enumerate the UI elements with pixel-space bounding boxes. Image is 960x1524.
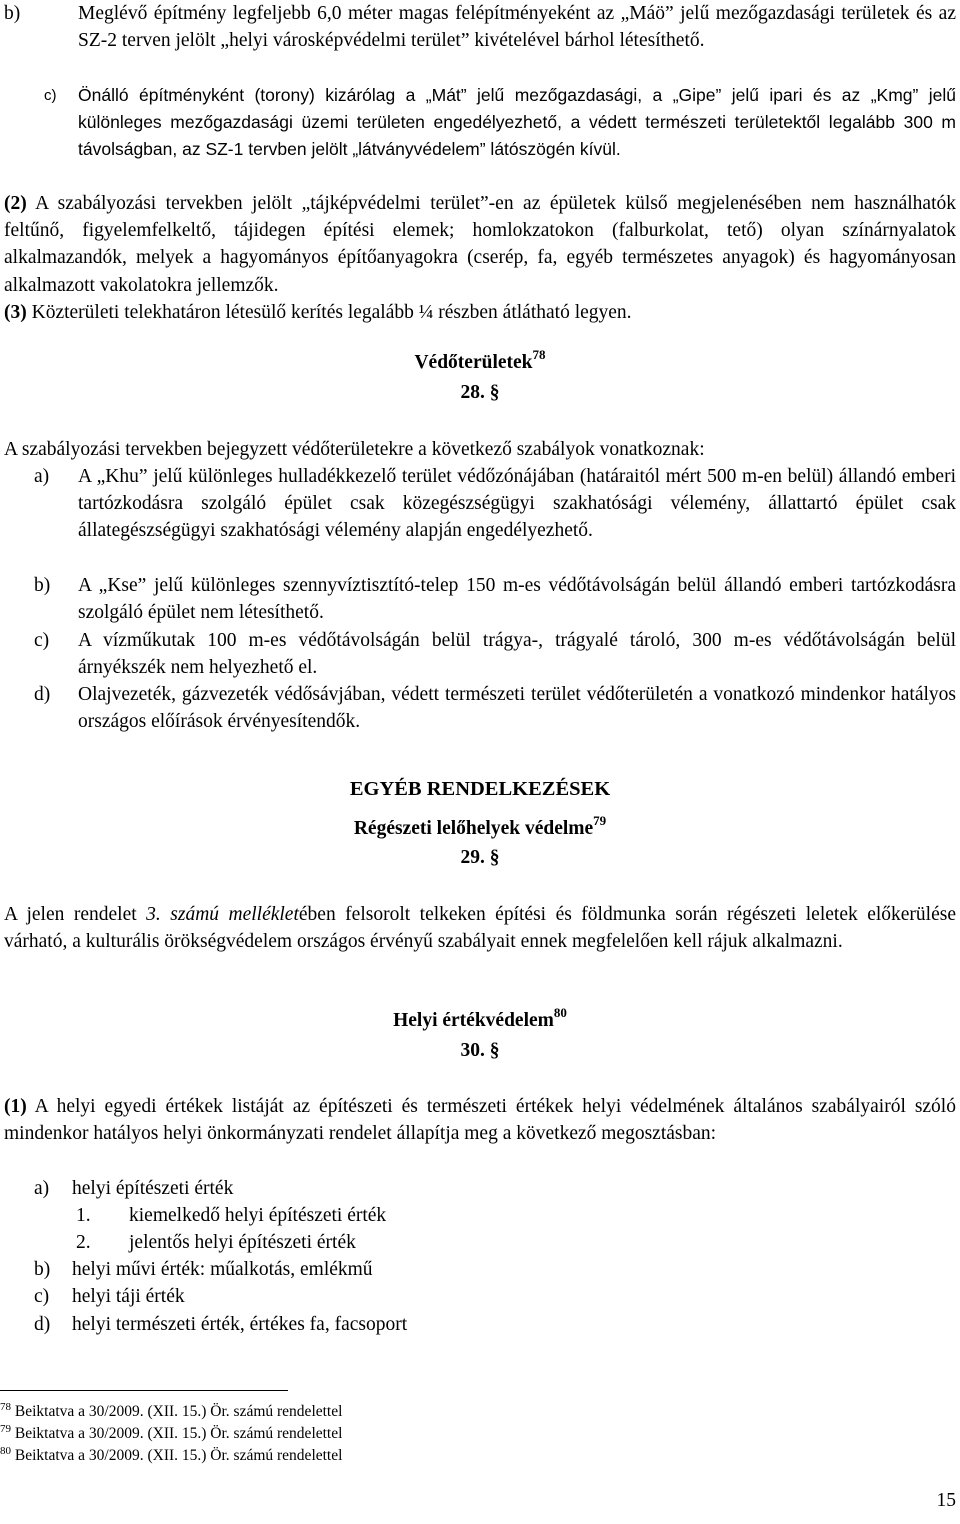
list-item-b [4,0,956,54]
item-text: helyi művi érték: műalkotás, emlékmű [72,1259,373,1280]
item-label: a) [34,466,50,487]
item-text: A vízműkutak 100 m-es védőtávolságán belül trágya-, trágyalé tároló, 300 m-es védőtávolságán belül árnyékszék nem helyezhető el. [78,630,956,679]
section-title-regeszeti [0,813,960,840]
paragraph-number: (3) [4,302,27,323]
footnote-78 [0,1402,342,1422]
item-label: d) [34,684,51,705]
section-number-30: 30. § [460,1040,500,1061]
helyi-list-c [34,1283,185,1310]
paragraph-number: (1) [4,1096,27,1117]
item-text: Meglévő építmény legfeljebb 6,0 méter magas felépítményeként az „Máö” jelű mezőgazdasági területek és az SZ-2 terven jelölt „helyi városképvédelmi terület” kivételével bárhol létesíthető. [78,3,956,52]
item-label: a) [34,1178,50,1199]
item-text: A „Kse” jelű különleges szennyvíztisztító-telep 150 m-es védőtávolságán belül állandó emberi tartózkodásra szolgáló épület nem létesíthető. [78,575,956,624]
section-title-vedoteruletek [0,347,960,374]
item-text: helyi építészeti érték [72,1178,234,1199]
item-text: helyi természeti érték, értékes fa, facsoport [72,1314,408,1335]
item-text: Olajvezeték, gázvezeték védősávjában, védett természeti terület védőterületén a vonatkozó mindenkor hatályos országos előírások érvényesítendők. [78,684,956,733]
annex-reference: 3. számú melléklet [146,904,299,925]
item-text: helyi táji érték [72,1286,185,1307]
footnote-80 [0,1446,342,1466]
footnote-ref: 79 [593,813,607,828]
paragraph-number: (2) [4,193,27,214]
helyi-list-a [34,1175,234,1202]
item-label: c) [34,630,50,651]
regeszeti-paragraph [4,901,956,955]
paragraph-3 [4,299,956,326]
page-number: 15 [936,1490,956,1511]
vedo-item-c [4,627,956,681]
text-pre: A jelen rendelet [4,904,147,925]
helyi-paragraph-1 [4,1093,956,1147]
list-item-c [4,82,956,164]
helyi-list-2 [76,1229,356,1256]
vedo-item-a [4,463,956,545]
helyi-list-b [34,1256,373,1283]
footnote-ref: 80 [553,1005,567,1020]
item-label: 2. [76,1232,91,1253]
section-number-28: 28. § [460,382,500,403]
helyi-list-1 [76,1202,387,1229]
heading-egyeb-rendelkezesek: EGYÉB RENDELKEZÉSEK [349,778,611,800]
item-label: b) [4,3,21,24]
section-title-text: Régészeti lelőhelyek védelme [353,818,594,839]
footnote-79 [0,1424,342,1444]
section-title-text: Védőterületek [414,352,533,373]
item-text: Önálló építményként (torony) kizárólag a „Mát” jelű mezőgazdasági, a „Gipe” jelű ipari és az „Kmg” jelű különleges mezőgazdasági üzemi területen engedélyezhető, a védett természeti területektől legalább 300 m távolságban, az SZ-1 tervben jelölt „látványvédelem” látószögén kívül. [78,85,956,160]
footnote-number: 78 [0,1401,11,1413]
item-label: c) [34,1286,50,1307]
footnote-text: Beiktatva a 30/2009. (XII. 15.) Ör. számú rendelettel [14,1403,343,1420]
text-post: ében felsorolt telkeken építési és földmunka során régészeti leletek előkerülése várható, a kulturális örökségvédelem országos érvényű szabályait ennek megfelelően kell rájuk alkalmazni. [4,904,956,953]
paragraph-text: Közterületi telekhatáron létesülő kerítés legalább ¼ részben átlátható legyen. [31,302,632,323]
section-title-helyi-ertekvedelem [0,1005,960,1032]
helyi-list-d [34,1311,408,1338]
item-label: 1. [76,1205,91,1226]
item-label: b) [34,1259,51,1280]
footnote-text: Beiktatva a 30/2009. (XII. 15.) Ör. számú rendelettel [14,1425,343,1442]
item-text: jelentős helyi építészeti érték [129,1232,356,1253]
section-number-29: 29. § [460,847,500,868]
section-title-text: Helyi értékvédelem [393,1010,554,1031]
item-label: b) [34,575,51,596]
item-label: d) [34,1314,51,1335]
footnote-ref: 78 [532,347,546,362]
vedo-intro: A szabályozási tervekben bejegyzett védőterületekre a következő szabályok vonatkoznak: [4,439,705,460]
item-text: kiemelkedő helyi építészeti érték [129,1205,387,1226]
footnote-number: 79 [0,1423,11,1435]
item-label: c) [44,87,57,104]
paragraph-text: A helyi egyedi értékek listáját az építészeti és természeti értékek helyi védelmének általános szabályairól szóló mindenkor hatályos helyi önkormányzati rendelet állapítja meg a következő megosztásban: [4,1096,956,1145]
footnote-divider [0,1390,288,1391]
item-text: A „Khu” jelű különleges hulladékkezelő terület védőzónájában (határaitól mért 500 m-en belül) állandó emberi tartózkodásra szolgáló épület csak közegészségügyi szakhatósági vélemény, állattartó épület csak állategészségügyi szakhatósági vélemény alapján engedélyezhető. [78,466,956,542]
footnote-number: 80 [0,1445,11,1457]
paragraph-text: A szabályozási tervekben jelölt „tájképvédelmi terület”-en az épületek külső megjelenésében nem használhatók feltűnő, figyelemfelkeltő, tájidegen építési elemek; homlokzatokon (falburkolat, tető) olyan színárnyalatok alkalmazandók, melyek a hagyományos építőanyagokra (cserép, fa, egyéb természetes anyagok) és hagyományosan alkalmazott vakolatokra jellemzők. [4,193,956,296]
paragraph-2 [4,190,956,299]
vedo-item-b [4,572,956,626]
vedo-item-d [4,681,956,735]
footnote-text: Beiktatva a 30/2009. (XII. 15.) Ör. számú rendelettel [14,1447,343,1464]
